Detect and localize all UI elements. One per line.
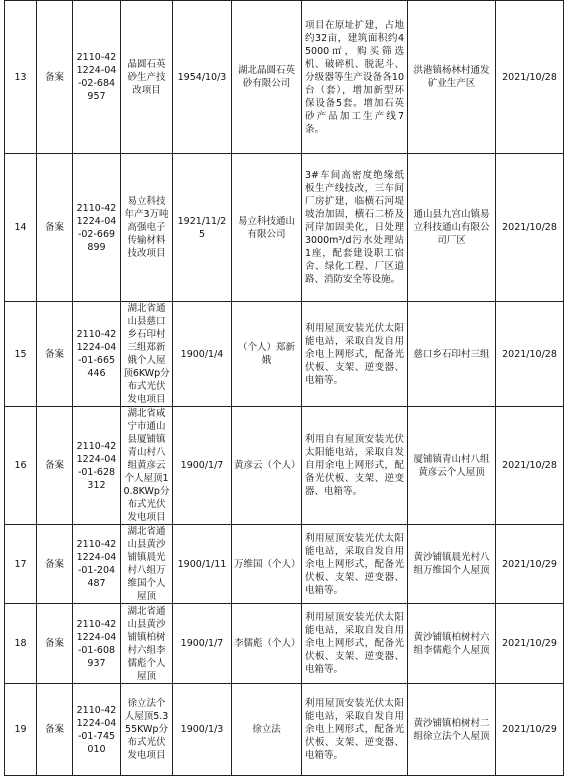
- project-name: 徐立法个人屋顶5.355KWp分布式光伏发电项目: [121, 684, 173, 776]
- company-name: 易立科技通山有限公司: [232, 154, 302, 302]
- project-code: 2110-421224-04-01-628312: [73, 407, 121, 525]
- table-row: [5, 407, 564, 525]
- construction-content: 利用屋顶安装光伏太阳能电站，采取自发自用余电上网形式，配备光伏板、支架、逆变器、电箱等。: [302, 302, 408, 407]
- row-number: 13: [5, 1, 37, 154]
- filing-type: 备案: [37, 604, 73, 684]
- table-row: [5, 525, 564, 604]
- project-code: 2110-421224-04-01-204487: [73, 525, 121, 604]
- row-number: 14: [5, 154, 37, 302]
- table-row: [5, 604, 564, 684]
- start-date: 1900/1/11: [173, 525, 232, 604]
- filing-type: 备案: [37, 1, 73, 154]
- row-number: 19: [5, 684, 37, 776]
- project-name: 湖北省通山县慈口乡石印村三组郑新娥个人屋顶6KWp分布式光伏发电项目: [121, 302, 173, 407]
- company-name: 李儒彪（个人）: [232, 604, 302, 684]
- table-row: [5, 302, 564, 407]
- filing-type: 备案: [37, 302, 73, 407]
- project-code: 2110-421224-04-01-665446: [73, 302, 121, 407]
- construction-content: 3#车间高密度绝缘纸板生产线技改，三车间厂房扩建，临横石河堤坡治加固，横石二桥及河岸加固美化，日处理3000m³/d污水处理站1座，配套建设职工宿舍、绿化工程、厂区道路、消防安全等设施。: [302, 154, 408, 302]
- project-name: 湖北省通山县黄沙铺镇晨光村八组万维国个人屋顶: [121, 525, 173, 604]
- project-code: 2110-421224-04-02-669899: [73, 154, 121, 302]
- filing-type: 备案: [37, 154, 73, 302]
- start-date: 1921/11/25: [173, 154, 232, 302]
- row-number: 16: [5, 407, 37, 525]
- table-row: [5, 1, 564, 154]
- filing-date: 2021/10/29: [496, 525, 564, 604]
- project-name: 湖北省咸宁市通山县厦铺镇青山村八组黄彦云个人屋顶10.8KWp分布式光伏发电项目: [121, 407, 173, 525]
- filing-date: 2021/10/28: [496, 1, 564, 154]
- project-location: 黄沙铺镇柏树村六组李儒彪个人屋顶: [408, 604, 496, 684]
- filing-date: 2021/10/28: [496, 302, 564, 407]
- row-number: 15: [5, 302, 37, 407]
- project-code: 2110-421224-04-01-608937: [73, 604, 121, 684]
- company-name: 黄彦云（个人）: [232, 407, 302, 525]
- row-number: 18: [5, 604, 37, 684]
- start-date: 1900/1/7: [173, 604, 232, 684]
- construction-content: 利用屋顶安装光伏太阳能电站，采取自发自用余电上网形式，配备光伏板、支架、逆变器、电箱等。: [302, 604, 408, 684]
- project-filing-table: [4, 0, 564, 776]
- table-row: [5, 684, 564, 776]
- filing-type: 备案: [37, 684, 73, 776]
- project-code: 2110-421224-04-02-684957: [73, 1, 121, 154]
- start-date: 1900/1/4: [173, 302, 232, 407]
- filing-type: 备案: [37, 407, 73, 525]
- filing-date: 2021/10/29: [496, 604, 564, 684]
- company-name: 湖北晶圆石英砂有限公司: [232, 1, 302, 154]
- start-date: 1900/1/3: [173, 684, 232, 776]
- company-name: 徐立法: [232, 684, 302, 776]
- construction-content: 利用屋顶安装光伏太阳能电站，采取自发自用余电上网形式，配备光伏板、支架、逆变器、电箱等。: [302, 684, 408, 776]
- project-code: 2110-421224-04-01-745010: [73, 684, 121, 776]
- project-location: 慈口乡石印村三组: [408, 302, 496, 407]
- project-name: 晶圆石英砂生产技改项目: [121, 1, 173, 154]
- project-name: 易立科技年产3万吨高强电子传输材料技改项目: [121, 154, 173, 302]
- project-location: 厦铺镇青山村八组黄彦云个人屋顶: [408, 407, 496, 525]
- table-row: [5, 154, 564, 302]
- construction-content: 利用自有屋顶安装光伏太阳能电站，采取自发自用余电上网形式，配备光伏板、支架、逆变器、电箱等。: [302, 407, 408, 525]
- filing-date: 2021/10/28: [496, 407, 564, 525]
- filing-type: 备案: [37, 525, 73, 604]
- project-location: 黄沙铺镇晨光村八组万维国个人屋顶: [408, 525, 496, 604]
- project-name: 湖北省通山县黄沙铺镇柏树村六组李儒彪个人屋顶: [121, 604, 173, 684]
- filing-date: 2021/10/28: [496, 154, 564, 302]
- start-date: 1900/1/7: [173, 407, 232, 525]
- company-name: 万维国（个人）: [232, 525, 302, 604]
- project-location: 黄沙铺镇柏树村二组徐立法个人屋顶: [408, 684, 496, 776]
- start-date: 1954/10/3: [173, 1, 232, 154]
- construction-content: 项目在原址扩建，占地约32亩，建筑面积约45000㎡，购买筛选机、破碎机、脱泥斗、分级器等生产设备各10台（套），增加新型环保设备5套。增加石英砂产品加工生产线7条。: [302, 1, 408, 154]
- company-name: （个人）郑新娥: [232, 302, 302, 407]
- construction-content: 利用屋顶安装光伏太阳能电站，采取自发自用余电上网形式，配备光伏板、支架、逆变器、电箱等。: [302, 525, 408, 604]
- row-number: 17: [5, 525, 37, 604]
- project-location: 通山县九宫山镇易立科技通山有限公司厂区: [408, 154, 496, 302]
- project-location: 洪港镇杨林村通发矿业生产区: [408, 1, 496, 154]
- filing-date: 2021/10/29: [496, 684, 564, 776]
